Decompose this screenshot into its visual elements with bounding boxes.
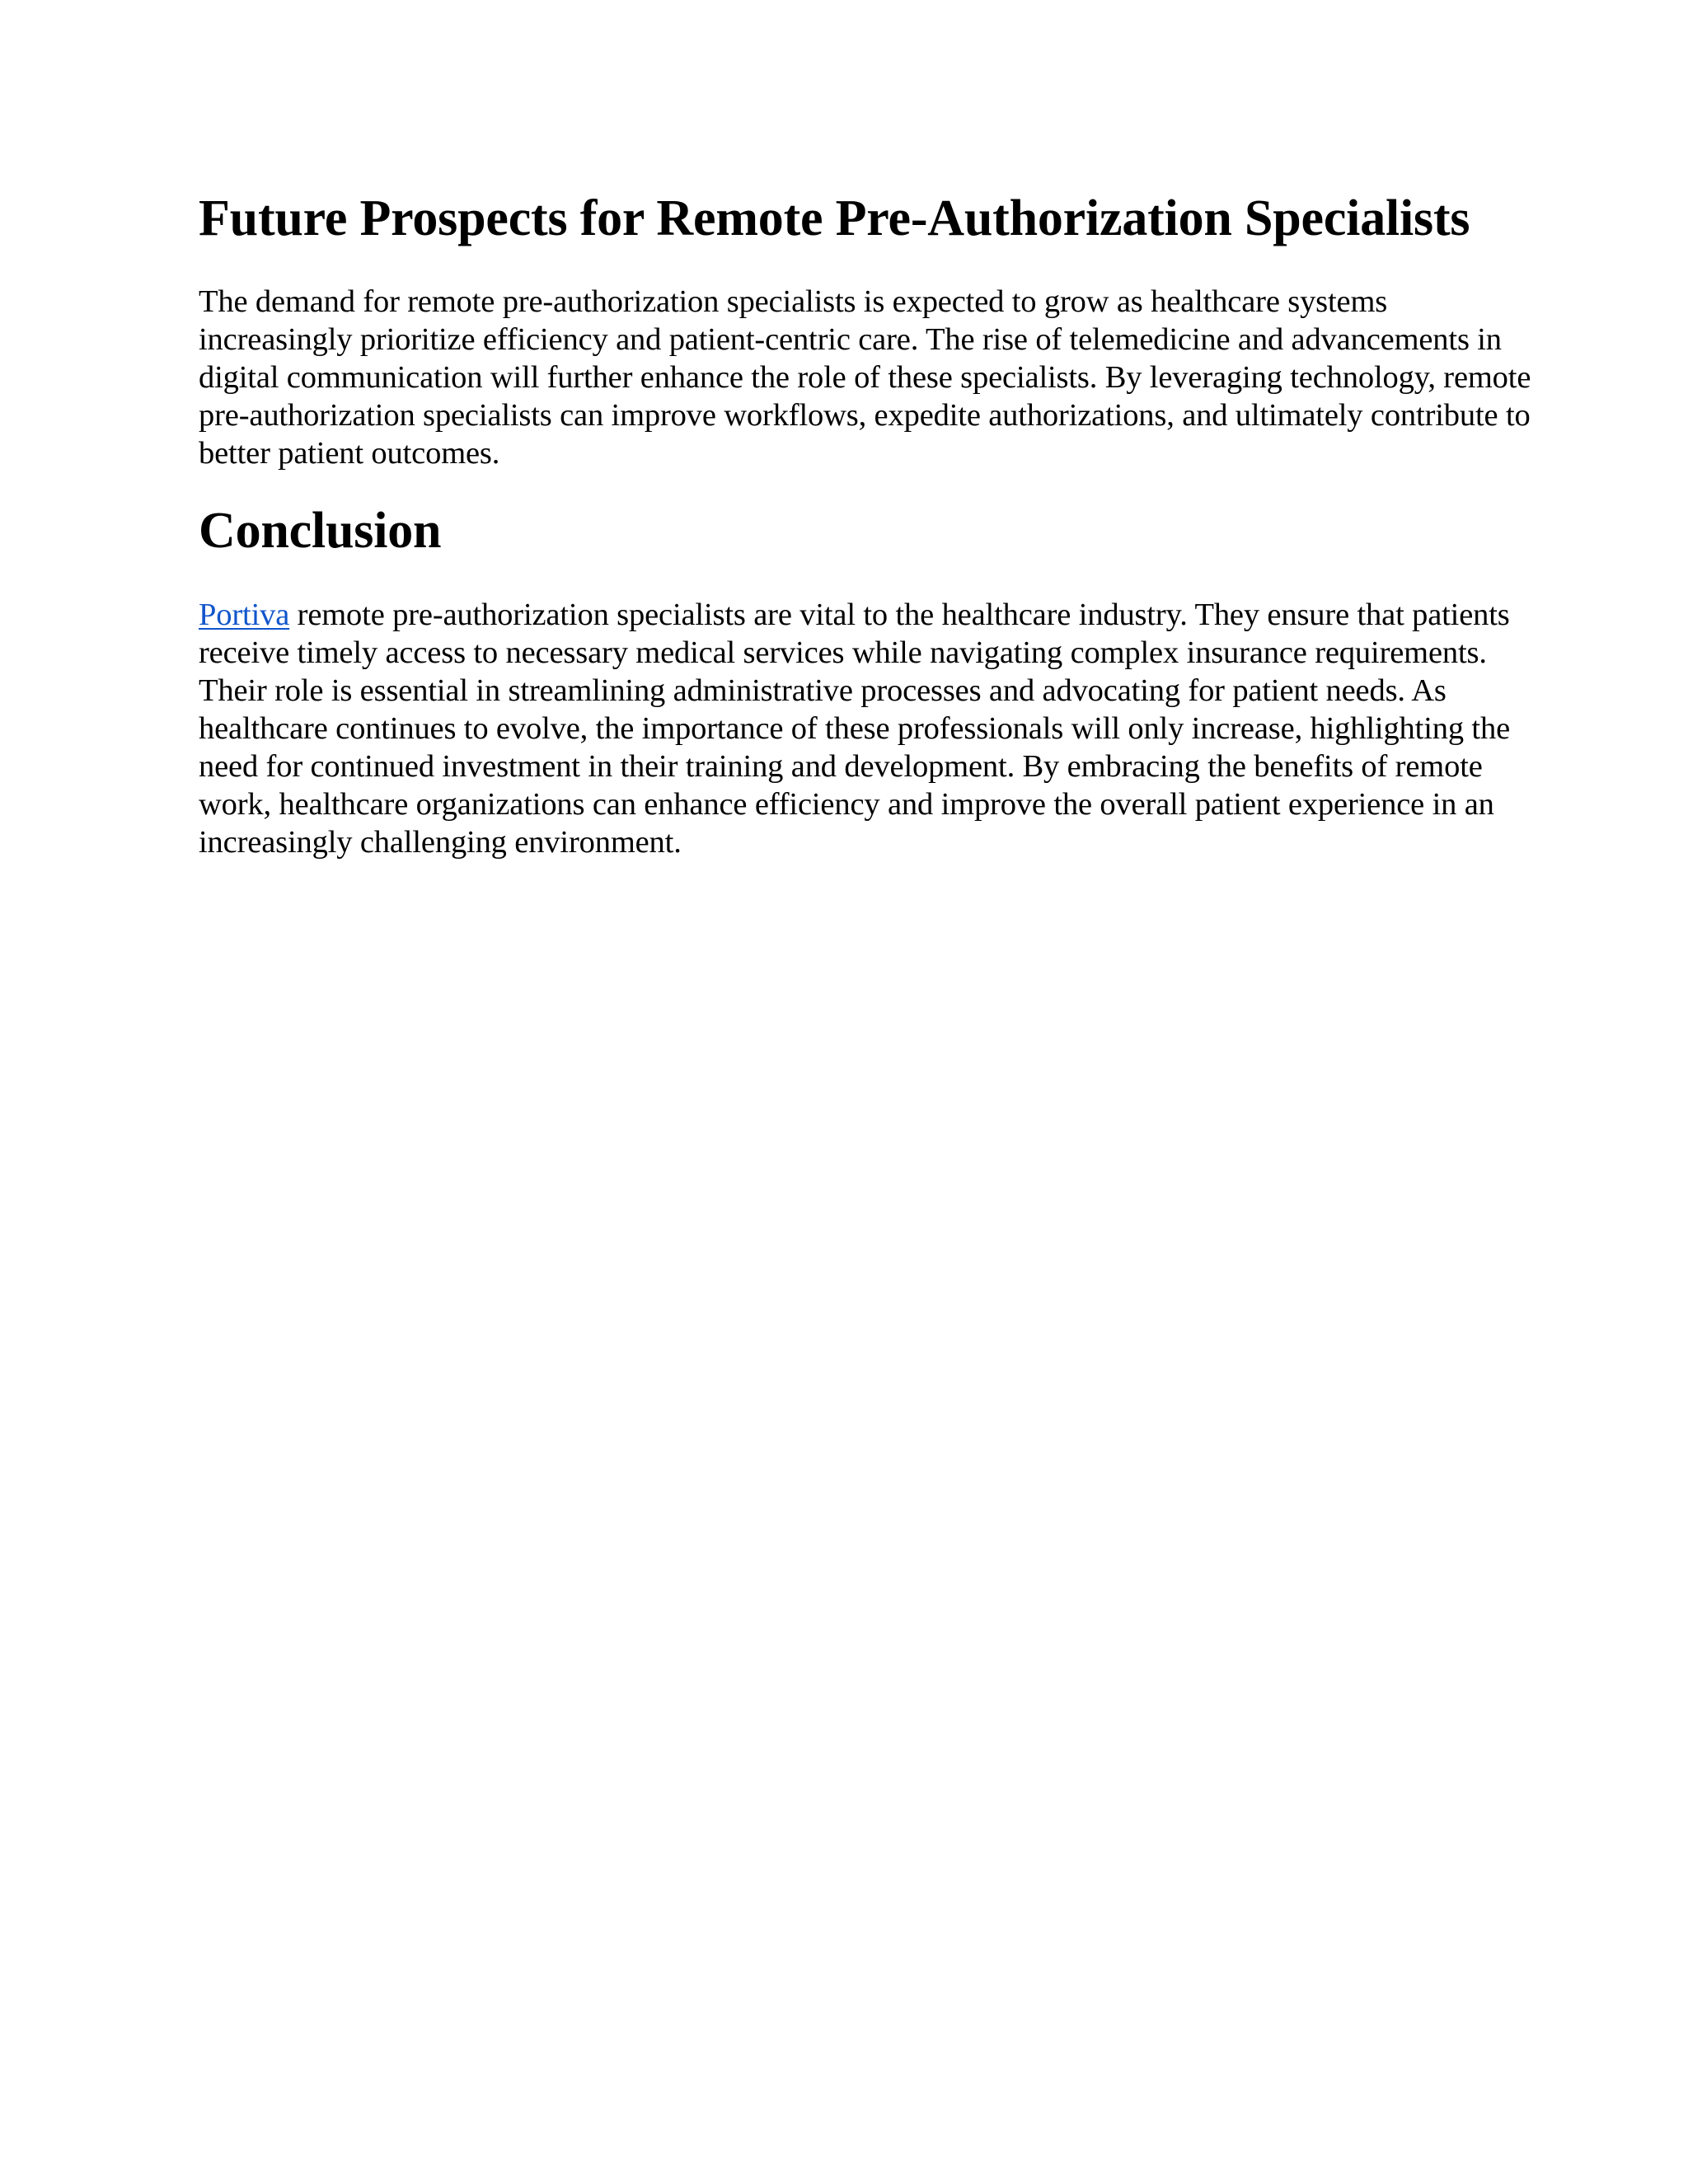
- section-paragraph-conclusion: [199, 596, 1534, 861]
- portiva-link[interactable]: Portiva: [199, 597, 290, 632]
- conclusion-paragraph-text: remote pre-authorization specialists are vital to the healthcare industry. They ensure that patients receive timely access to necessary medical services while navigating complex insurance requirements. Their role is essential in streamlining administrative processes and advocating for patient needs. As healthcare continues to evolve, the importance of these professionals will only increase, highlighting the need for continued investment in their training and development. By embracing the benefits of remote work, healthcare organizations can enhance efficiency and improve the overall patient experience in an increasingly challenging environment.: [199, 597, 1511, 860]
- section-heading-conclusion: Conclusion: [199, 503, 442, 560]
- section-paragraph-future-prospects: The demand for remote pre-authorization specialists is expected to grow as healthcare systems increasingly prioritize efficiency and patient-centric care. The rise of telemedicine and advancements in digital communication will further enhance the role of these specialists. By leveraging technology, remote pre-authorization specialists can improve workflows, expedite authorizations, and ultimately contribute to better patient outcomes.: [199, 284, 1531, 471]
- document-page: [199, 190, 1534, 861]
- section-heading-future-prospects: Future Prospects for Remote Pre-Authorization Specialists: [199, 190, 1470, 246]
